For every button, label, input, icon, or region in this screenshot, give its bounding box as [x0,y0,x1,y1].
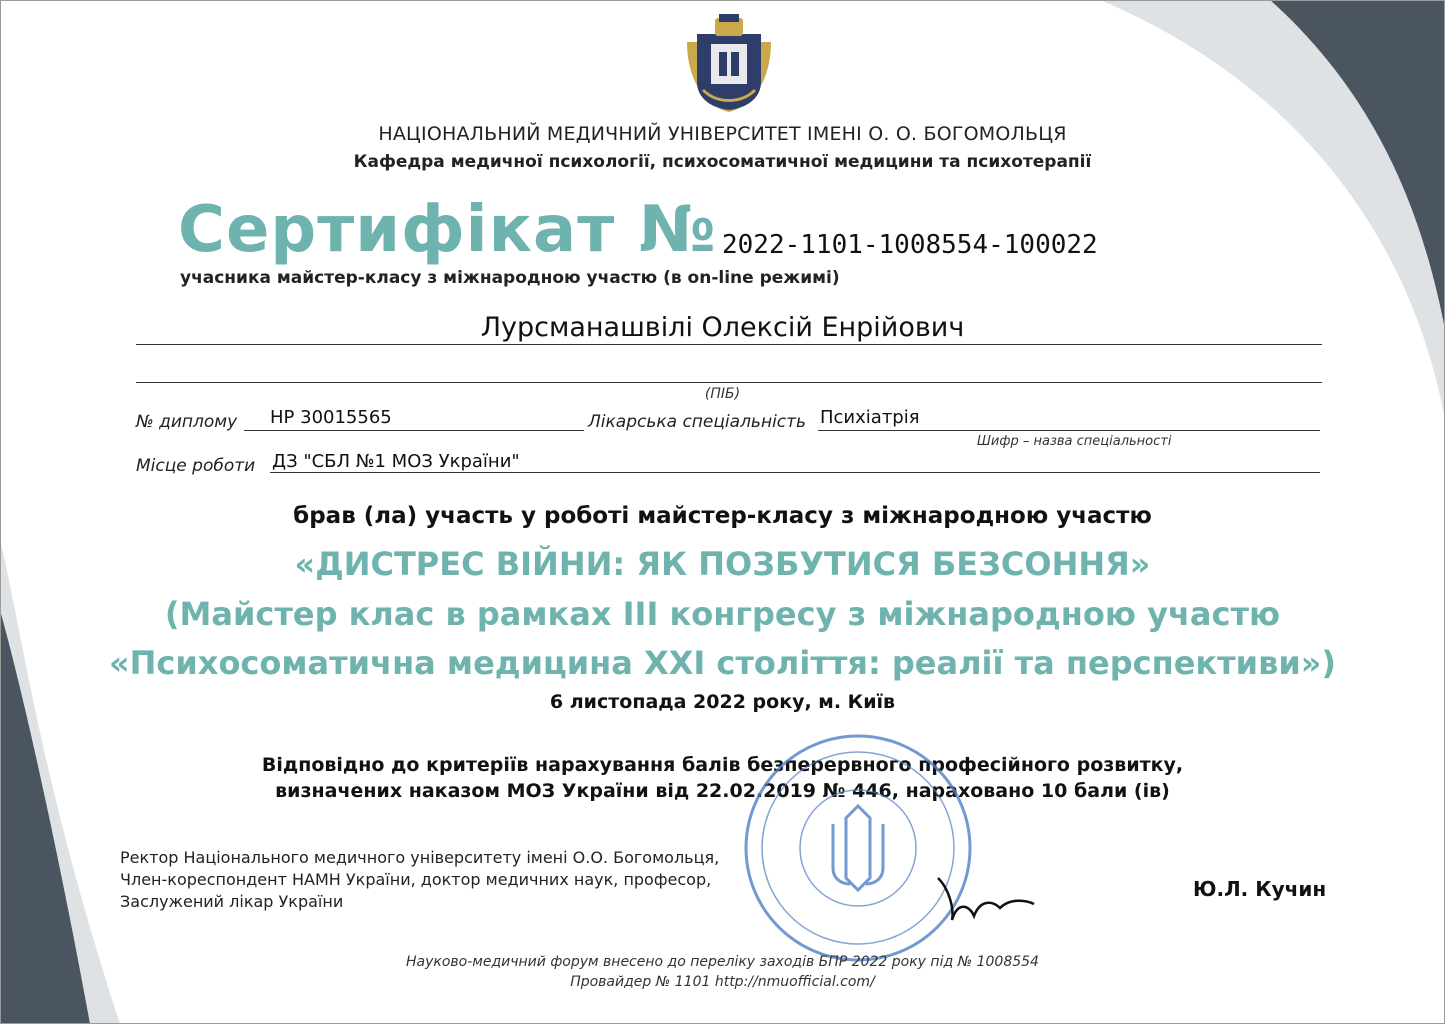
event-date-place: 6 листопада 2022 року, м. Київ [549,691,896,713]
specialty-underline [818,430,1320,431]
rector-line1: Ректор Національного медичного університету імені О.О. Богомольця, [120,848,720,867]
signature-icon [930,870,1040,930]
workplace-underline [270,472,1320,473]
name-caption: (ПІБ) [704,386,741,402]
name-underline-2 [136,382,1322,383]
criteria-line2: визначених наказом МОЗ України від 22.02.2019 № 446, нараховано 10 бали (ів) [275,780,1170,802]
event-subtitle-line1: (Майстер клас в рамках ІІІ конгресу з міжнародною участю [164,595,1281,633]
official-stamp-icon [738,728,978,968]
certificate-number: 2022-1101-1008554-100022 [722,230,1098,260]
rector-line3: Заслужений лікар України [120,892,344,911]
diploma-label: № диплому [136,412,238,432]
event-subtitle-line2: «Психосоматична медицина XXI століття: реалії та перспективи») [108,644,1337,682]
university-name: НАЦІОНАЛЬНИЙ МЕДИЧНИЙ УНІВЕРСИТЕТ ІМЕНІ О. О. БОГОМОЛЬЦЯ [378,123,1067,145]
event-title: «ДИСТРЕС ВІЙНИ: ЯК ПОЗБУТИСЯ БЕЗСОННЯ» [294,545,1151,583]
specialty-value: Психіатрія [820,407,920,428]
workplace-label: Місце роботи [136,456,256,476]
rector-line2: Член-кореспондент НАМН України, доктор медичних наук, професор, [120,870,712,889]
specialty-label: Лікарська спеціальність [588,412,807,432]
diploma-value: НР 30015565 [270,407,392,428]
certificate-title: Сертифікат № [178,193,717,267]
signer-name: Ю.Л. Кучин [1193,877,1327,901]
name-underline [136,344,1322,345]
department-name: Кафедра медичної психології, психосоматичної медицини та психотерапії [353,152,1092,172]
specialty-hint: Шифр – назва спеціальності [977,434,1172,449]
criteria-line1: Відповідно до критеріїв нарахування балів безперервного професійного розвитку, [261,754,1184,776]
diploma-underline [244,430,584,431]
participant-full-name: Лурсманашвілі Олексій Енрійович [480,312,965,343]
workplace-value: ДЗ "СБЛ №1 МОЗ України" [272,451,520,472]
footer-line1: Науково-медичний форум внесено до переліку заходів БПР 2022 року під № 1008554 [406,954,1039,970]
university-emblem-icon [677,12,781,116]
certificate-subtitle: учасника майстер-класу з міжнародною участю (в on-line режимі) [180,268,840,288]
participation-statement: брав (ла) участь у роботі майстер-класу з міжнародною участю [293,503,1152,529]
footer-line2: Провайдер № 1101 http://nmuofficial.com/ [570,974,875,990]
